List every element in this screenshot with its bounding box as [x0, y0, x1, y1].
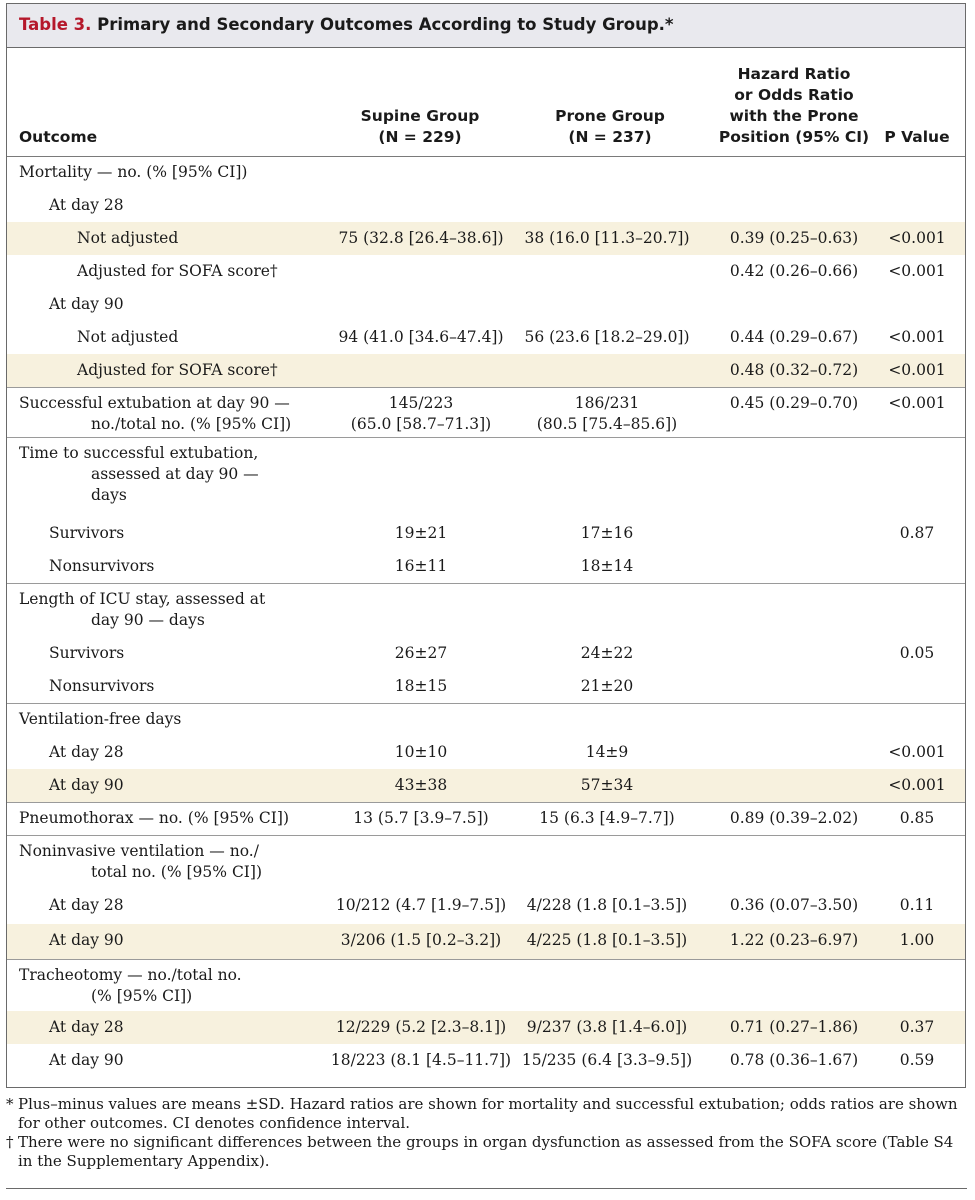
cell-p-value: <0.001	[888, 394, 946, 412]
cell-p-value: <0.001	[888, 229, 946, 247]
cell-supine: 19±21	[394, 524, 448, 542]
table-row	[7, 835, 965, 889]
cell-p-value: 1.00	[899, 931, 935, 949]
outcome-label: Adjusted for SOFA score†	[77, 361, 278, 379]
table-row	[7, 517, 965, 550]
cell-ratio: 1.22 (0.23–6.97)	[729, 931, 859, 949]
cell-prone	[511, 583, 703, 637]
cell-prone	[511, 288, 703, 321]
cell-prone: 38 (16.0 [11.3–20.7])	[524, 229, 690, 247]
cell-prone: 24±22	[580, 644, 634, 662]
outcome-label-continued: (% [95% CI])	[91, 987, 193, 1005]
footnote-text: Plus–minus values are means ±SD. Hazard ratios are shown for mortality and successful extubation; odds ratios are shown for other outcomes. CI denotes confidence interval.	[18, 1095, 958, 1132]
cell-ratio: 0.39 (0.25–0.63)	[729, 229, 859, 247]
cell-outcome	[19, 802, 339, 835]
cell-prone: 9/237 (3.8 [1.4–6.0])	[526, 1018, 688, 1036]
header-supine: Supine Group (N = 229)	[360, 107, 480, 146]
cell-p-value	[873, 670, 961, 703]
cell-prone: 186/231 (80.5 [75.4–85.6])	[536, 394, 678, 433]
table-row	[7, 1011, 965, 1044]
cell-outcome	[19, 583, 339, 637]
cell-p-value: 0.37	[899, 1018, 935, 1036]
row-separator	[7, 802, 965, 803]
outcome-label: At day 28	[49, 1018, 124, 1036]
outcome-label: At day 90	[49, 776, 124, 794]
cell-prone	[511, 959, 703, 1011]
cell-supine: 43±38	[394, 776, 448, 794]
cell-ratio: 0.71 (0.27–1.86)	[729, 1018, 859, 1036]
cell-supine: 12/229 (5.2 [2.3–8.1])	[335, 1018, 507, 1036]
outcome-label-continued: day 90 — days	[91, 611, 205, 629]
cell-ratio	[707, 959, 881, 1011]
cell-outcome	[19, 437, 339, 517]
cell-ratio	[707, 517, 881, 550]
cell-outcome	[19, 1011, 339, 1044]
cell-outcome	[19, 354, 339, 387]
outcome-label-continued: assessed at day 90 — days	[91, 465, 259, 504]
row-separator	[7, 583, 965, 584]
outcome-label: Adjusted for SOFA score†	[77, 262, 278, 280]
table-row	[7, 769, 965, 802]
cell-prone: 4/228 (1.8 [0.1–3.5])	[526, 896, 688, 914]
cell-prone: 4/225 (1.8 [0.1–3.5])	[526, 931, 688, 949]
cell-prone: 14±9	[585, 743, 629, 761]
outcome-label: Ventilation-free days	[19, 710, 182, 728]
outcome-label: At day 28	[49, 743, 124, 761]
outcome-label: Not adjusted	[77, 229, 179, 247]
table-frame	[6, 3, 966, 1088]
cell-p-value	[873, 156, 961, 189]
cell-supine: 10/212 (4.7 [1.9–7.5])	[335, 896, 507, 914]
outcome-label: Nonsurvivors	[49, 557, 155, 575]
cell-p-value: 0.59	[899, 1051, 935, 1069]
cell-outcome	[19, 189, 339, 222]
cell-prone: 15 (6.3 [4.9–7.7])	[539, 809, 675, 827]
cell-outcome	[19, 156, 339, 189]
table-number: Table 3.	[19, 15, 92, 34]
footnote-2	[6, 1133, 968, 1171]
cell-outcome	[19, 517, 339, 550]
cell-prone	[511, 437, 703, 517]
table-row	[7, 550, 965, 583]
cell-p-value: 0.05	[899, 644, 935, 662]
cell-prone	[511, 255, 703, 288]
cell-ratio	[707, 703, 881, 736]
header-outcome: Outcome	[19, 128, 98, 146]
cell-supine	[325, 437, 517, 517]
table-row	[7, 959, 965, 1011]
row-separator	[7, 835, 965, 836]
outcome-label: Survivors	[49, 644, 125, 662]
cell-supine	[325, 288, 517, 321]
cell-supine	[325, 156, 517, 189]
row-separator	[7, 437, 965, 438]
table-row	[7, 736, 965, 769]
cell-outcome	[19, 288, 339, 321]
table-row	[7, 222, 965, 255]
cell-supine: 18/223 (8.1 [4.5–11.7])	[330, 1051, 512, 1069]
cell-prone: 21±20	[580, 677, 634, 695]
cell-p-value	[873, 189, 961, 222]
cell-ratio	[707, 835, 881, 889]
cell-outcome	[19, 670, 339, 703]
outcome-label: At day 28	[49, 196, 124, 214]
cell-prone: 57±34	[580, 776, 634, 794]
table-row	[7, 583, 965, 637]
cell-ratio	[707, 437, 881, 517]
cell-supine	[325, 354, 517, 387]
cell-ratio	[707, 670, 881, 703]
outcome-label-continued: no./total no. (% [95% CI])	[91, 415, 292, 433]
cell-prone	[511, 156, 703, 189]
cell-ratio	[707, 189, 881, 222]
cell-p-value	[873, 835, 961, 889]
cell-outcome	[19, 637, 339, 670]
cell-p-value	[873, 959, 961, 1011]
footnotes	[6, 1095, 968, 1171]
cell-prone: 15/235 (6.4 [3.3–9.5])	[521, 1051, 693, 1069]
cell-outcome	[19, 769, 339, 802]
cell-ratio	[707, 583, 881, 637]
cell-p-value: 0.11	[899, 896, 935, 914]
table-row	[7, 924, 965, 959]
cell-supine: 10±10	[394, 743, 448, 761]
outcome-label: Pneumothorax — no. (% [95% CI])	[19, 809, 289, 827]
cell-supine	[325, 959, 517, 1011]
cell-p-value: <0.001	[888, 743, 946, 761]
footnote-mark: †	[6, 1133, 14, 1151]
cell-ratio: 0.89 (0.39–2.02)	[729, 809, 859, 827]
cell-prone: 17±16	[580, 524, 634, 542]
cell-p-value: <0.001	[888, 262, 946, 280]
cell-prone	[511, 835, 703, 889]
outcome-label: Successful extubation at day 90 —	[19, 394, 290, 412]
cell-supine: 26±27	[394, 644, 448, 662]
cell-supine: 145/223 (65.0 [58.7–71.3])	[350, 394, 492, 433]
cell-p-value	[873, 437, 961, 517]
cell-ratio	[707, 288, 881, 321]
cell-ratio	[707, 550, 881, 583]
cell-ratio: 0.48 (0.32–0.72)	[729, 361, 859, 379]
outcome-label: Time to successful extubation,	[19, 444, 259, 462]
cell-ratio	[707, 769, 881, 802]
cell-prone	[511, 703, 703, 736]
table-row	[7, 321, 965, 354]
table-row	[7, 387, 965, 437]
cell-outcome	[19, 736, 339, 769]
table-row	[7, 703, 965, 736]
cell-p-value	[873, 703, 961, 736]
cell-p-value	[873, 288, 961, 321]
row-separator	[7, 959, 965, 960]
cell-outcome	[19, 255, 339, 288]
cell-ratio	[707, 156, 881, 189]
cell-supine	[325, 189, 517, 222]
cell-ratio: 0.45 (0.29–0.70)	[729, 394, 859, 412]
cell-ratio: 0.44 (0.29–0.67)	[729, 328, 859, 346]
cell-supine: 75 (32.8 [26.4–38.6])	[338, 229, 504, 247]
cell-p-value: 0.85	[899, 809, 935, 827]
cell-supine	[325, 583, 517, 637]
cell-prone	[511, 189, 703, 222]
outcome-label-continued: total no. (% [95% CI])	[91, 863, 263, 881]
cell-supine: 13 (5.7 [3.9–7.5])	[353, 809, 489, 827]
cell-ratio: 0.36 (0.07–3.50)	[729, 896, 859, 914]
header-prone: Prone Group (N = 237)	[555, 107, 665, 146]
table-row	[7, 288, 965, 321]
cell-outcome	[19, 222, 339, 255]
cell-supine: 3/206 (1.5 [0.2–3.2])	[340, 931, 502, 949]
footnote-1	[6, 1095, 968, 1133]
cell-prone: 18±14	[580, 557, 634, 575]
row-separator	[7, 703, 965, 704]
outcome-label: Survivors	[49, 524, 125, 542]
cell-outcome	[19, 703, 339, 736]
outcome-label: At day 28	[49, 896, 124, 914]
table-row	[7, 802, 965, 835]
outcome-label: Mortality — no. (% [95% CI])	[19, 163, 248, 181]
cell-outcome	[19, 1044, 339, 1077]
cell-outcome	[19, 321, 339, 354]
cell-outcome	[19, 550, 339, 583]
table-row	[7, 156, 965, 189]
table-row	[7, 637, 965, 670]
cell-supine	[325, 703, 517, 736]
cell-supine: 18±15	[394, 677, 448, 695]
table-row	[7, 255, 965, 288]
table-title	[19, 15, 674, 34]
cell-p-value: <0.001	[888, 328, 946, 346]
table-row	[7, 670, 965, 703]
outcome-label: At day 90	[49, 931, 124, 949]
outcome-label: At day 90	[49, 1051, 124, 1069]
table-title-bar	[7, 4, 965, 48]
table-row	[7, 437, 965, 517]
cell-supine: 16±11	[394, 557, 448, 575]
cell-p-value	[873, 550, 961, 583]
table-title-text: Primary and Secondary Outcomes According to Study Group.*	[97, 15, 674, 34]
header-p-value: P Value	[884, 128, 950, 146]
cell-supine	[325, 835, 517, 889]
cell-outcome	[19, 387, 339, 437]
cell-ratio	[707, 637, 881, 670]
bottom-rule	[6, 1188, 967, 1189]
cell-p-value: <0.001	[888, 776, 946, 794]
cell-outcome	[19, 889, 339, 924]
row-separator	[7, 387, 965, 388]
table-header	[7, 47, 965, 157]
footnote-mark: *	[6, 1095, 14, 1113]
cell-ratio: 0.78 (0.36–1.67)	[729, 1051, 859, 1069]
outcome-label: At day 90	[49, 295, 124, 313]
table-row	[7, 889, 965, 924]
outcome-label: Nonsurvivors	[49, 677, 155, 695]
cell-p-value: <0.001	[888, 361, 946, 379]
cell-supine	[325, 255, 517, 288]
table-row	[7, 189, 965, 222]
cell-outcome	[19, 959, 339, 1011]
cell-ratio: 0.42 (0.26–0.66)	[729, 262, 859, 280]
cell-ratio	[707, 736, 881, 769]
outcome-label: Not adjusted	[77, 328, 179, 346]
outcome-label: Noninvasive ventilation — no./	[19, 842, 259, 860]
cell-supine: 94 (41.0 [34.6–47.4])	[338, 328, 504, 346]
table-row	[7, 1044, 965, 1077]
table-row	[7, 354, 965, 387]
cell-prone	[511, 354, 703, 387]
cell-outcome	[19, 835, 339, 889]
footnote-text: There were no significant differences between the groups in organ dysfunction as assessed from the SOFA score (Table S4 in the Supplementary Appendix).	[18, 1133, 954, 1170]
outcome-label: Length of ICU stay, assessed at	[19, 590, 266, 608]
cell-outcome	[19, 924, 339, 959]
header-ratio: Hazard Ratio or Odds Ratio with the Prone Position (95% CI)	[718, 65, 870, 146]
cell-prone: 56 (23.6 [18.2–29.0])	[524, 328, 690, 346]
outcome-label: Tracheotomy — no./total no.	[19, 966, 242, 984]
cell-p-value	[873, 583, 961, 637]
cell-p-value: 0.87	[899, 524, 935, 542]
